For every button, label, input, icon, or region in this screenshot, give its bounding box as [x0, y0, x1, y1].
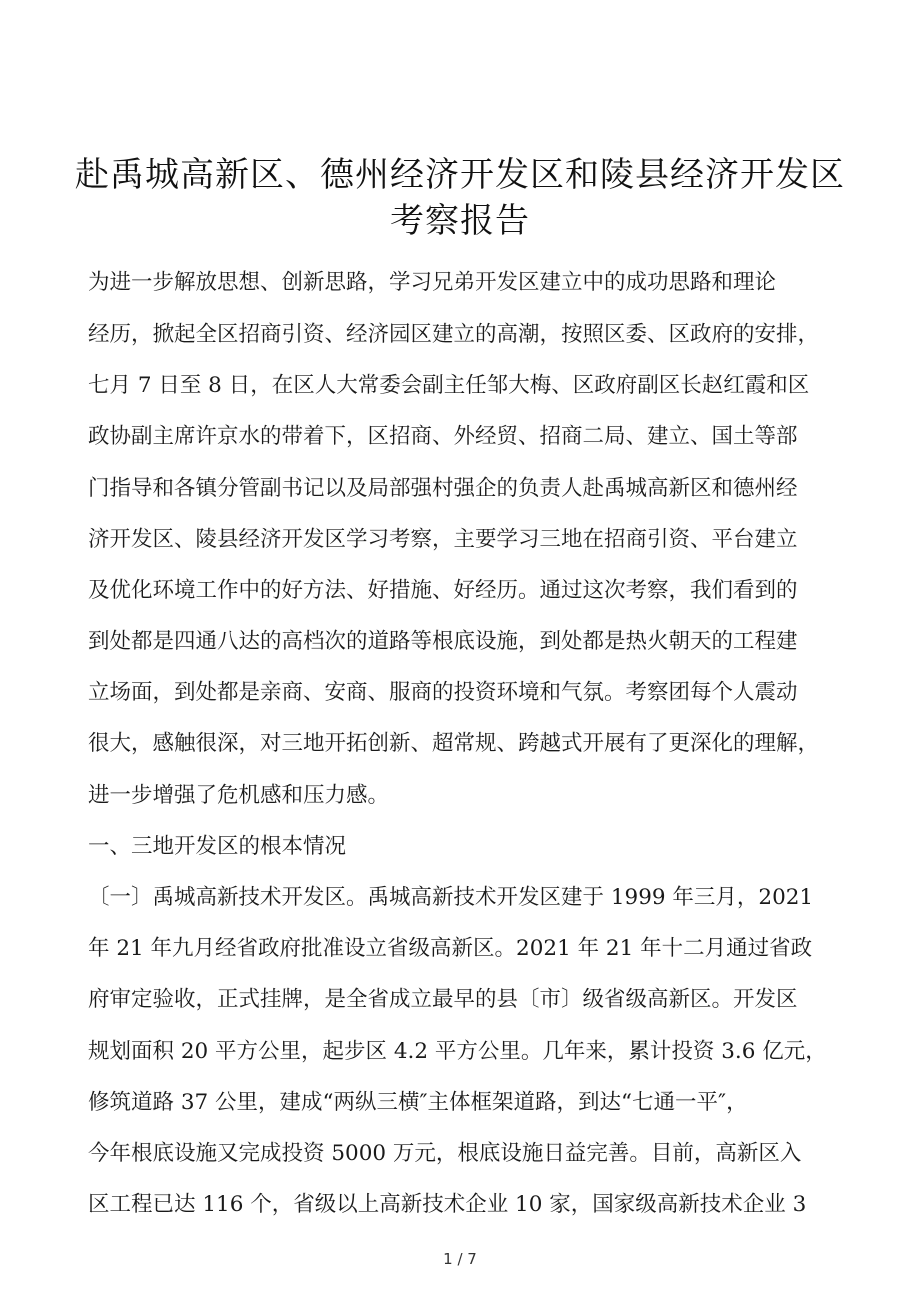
body-text-line: 政协副主席许京水的带着下，区招商、外经贸、招商二局、建立、国土等部 [88, 424, 798, 449]
body-text-line: 〔一〕禹城高新技术开发区。禹城高新技术开发区建于 1999 年三月，2021 [88, 885, 814, 910]
page-number: 1 / 7 [443, 1250, 477, 1268]
document-title-line-1: 赴禹城高新区、德州经济开发区和陵县经济开发区 [75, 155, 845, 195]
body-text-line: 进一步增强了危机感和压力感。 [88, 783, 390, 808]
body-text-line: 府审定验收，正式挂牌，是全省成立最早的县〔市〕级省级高新区。开发区 [88, 987, 798, 1012]
body-text-line: 为进一步解放思想、创新思路，学习兄弟开发区建立中的成功思路和理论 [88, 270, 777, 295]
body-text-line: 门指导和各镇分管副书记以及局部强村强企的负责人赴禹城高新区和德州经 [88, 476, 798, 501]
body-text-line: 修筑道路 37 公里，建成“两纵三横″主体框架道路，到达“七通一平″， [88, 1090, 748, 1115]
body-text-line: 很大，感触很深，对三地开拓创新、超常规、跨越式开展有了更深化的理解， [88, 731, 820, 756]
body-text-line: 七月 7 日至 8 日，在区人大常委会副主任邹大梅、区政府副区长赵红霞和区 [88, 373, 810, 398]
body-text-line: 年 21 年九月经省政府批准设立省级高新区。2021 年 21 年十二月通过省政 [88, 936, 813, 961]
body-text-line: 到处都是四通八达的高档次的道路等根底设施，到处都是热火朝天的工程建 [88, 629, 798, 654]
body-text-line: 济开发区、陵县经济开发区学习考察，主要学习三地在招商引资、平台建立 [88, 527, 798, 552]
body-text-line: 区工程已达 116 个，省级以上高新技术企业 10 家，国家级高新技术企业 3 [88, 1192, 807, 1217]
section-heading: 一、三地开发区的根本情况 [88, 834, 347, 859]
body-text-line: 经历，掀起全区招商引资、经济园区建立的高潮，按照区委、区政府的安排， [88, 322, 820, 347]
body-text-line: 立场面，到处都是亲商、安商、服商的投资环境和气氛。考察团每个人震动 [88, 680, 798, 705]
body-text-line: 今年根底设施又完成投资 5000 万元，根底设施日益完善。目前，高新区入 [88, 1141, 802, 1166]
body-text-line: 及优化环境工作中的好方法、好措施、好经历。通过这次考察，我们看到的 [88, 578, 798, 603]
body-text-line: 规划面积 20 平方公里，起步区 4.2 平方公里。几年来，累计投资 3.6 亿元， [88, 1039, 827, 1064]
document-title-line-2: 考察报告 [390, 201, 530, 241]
